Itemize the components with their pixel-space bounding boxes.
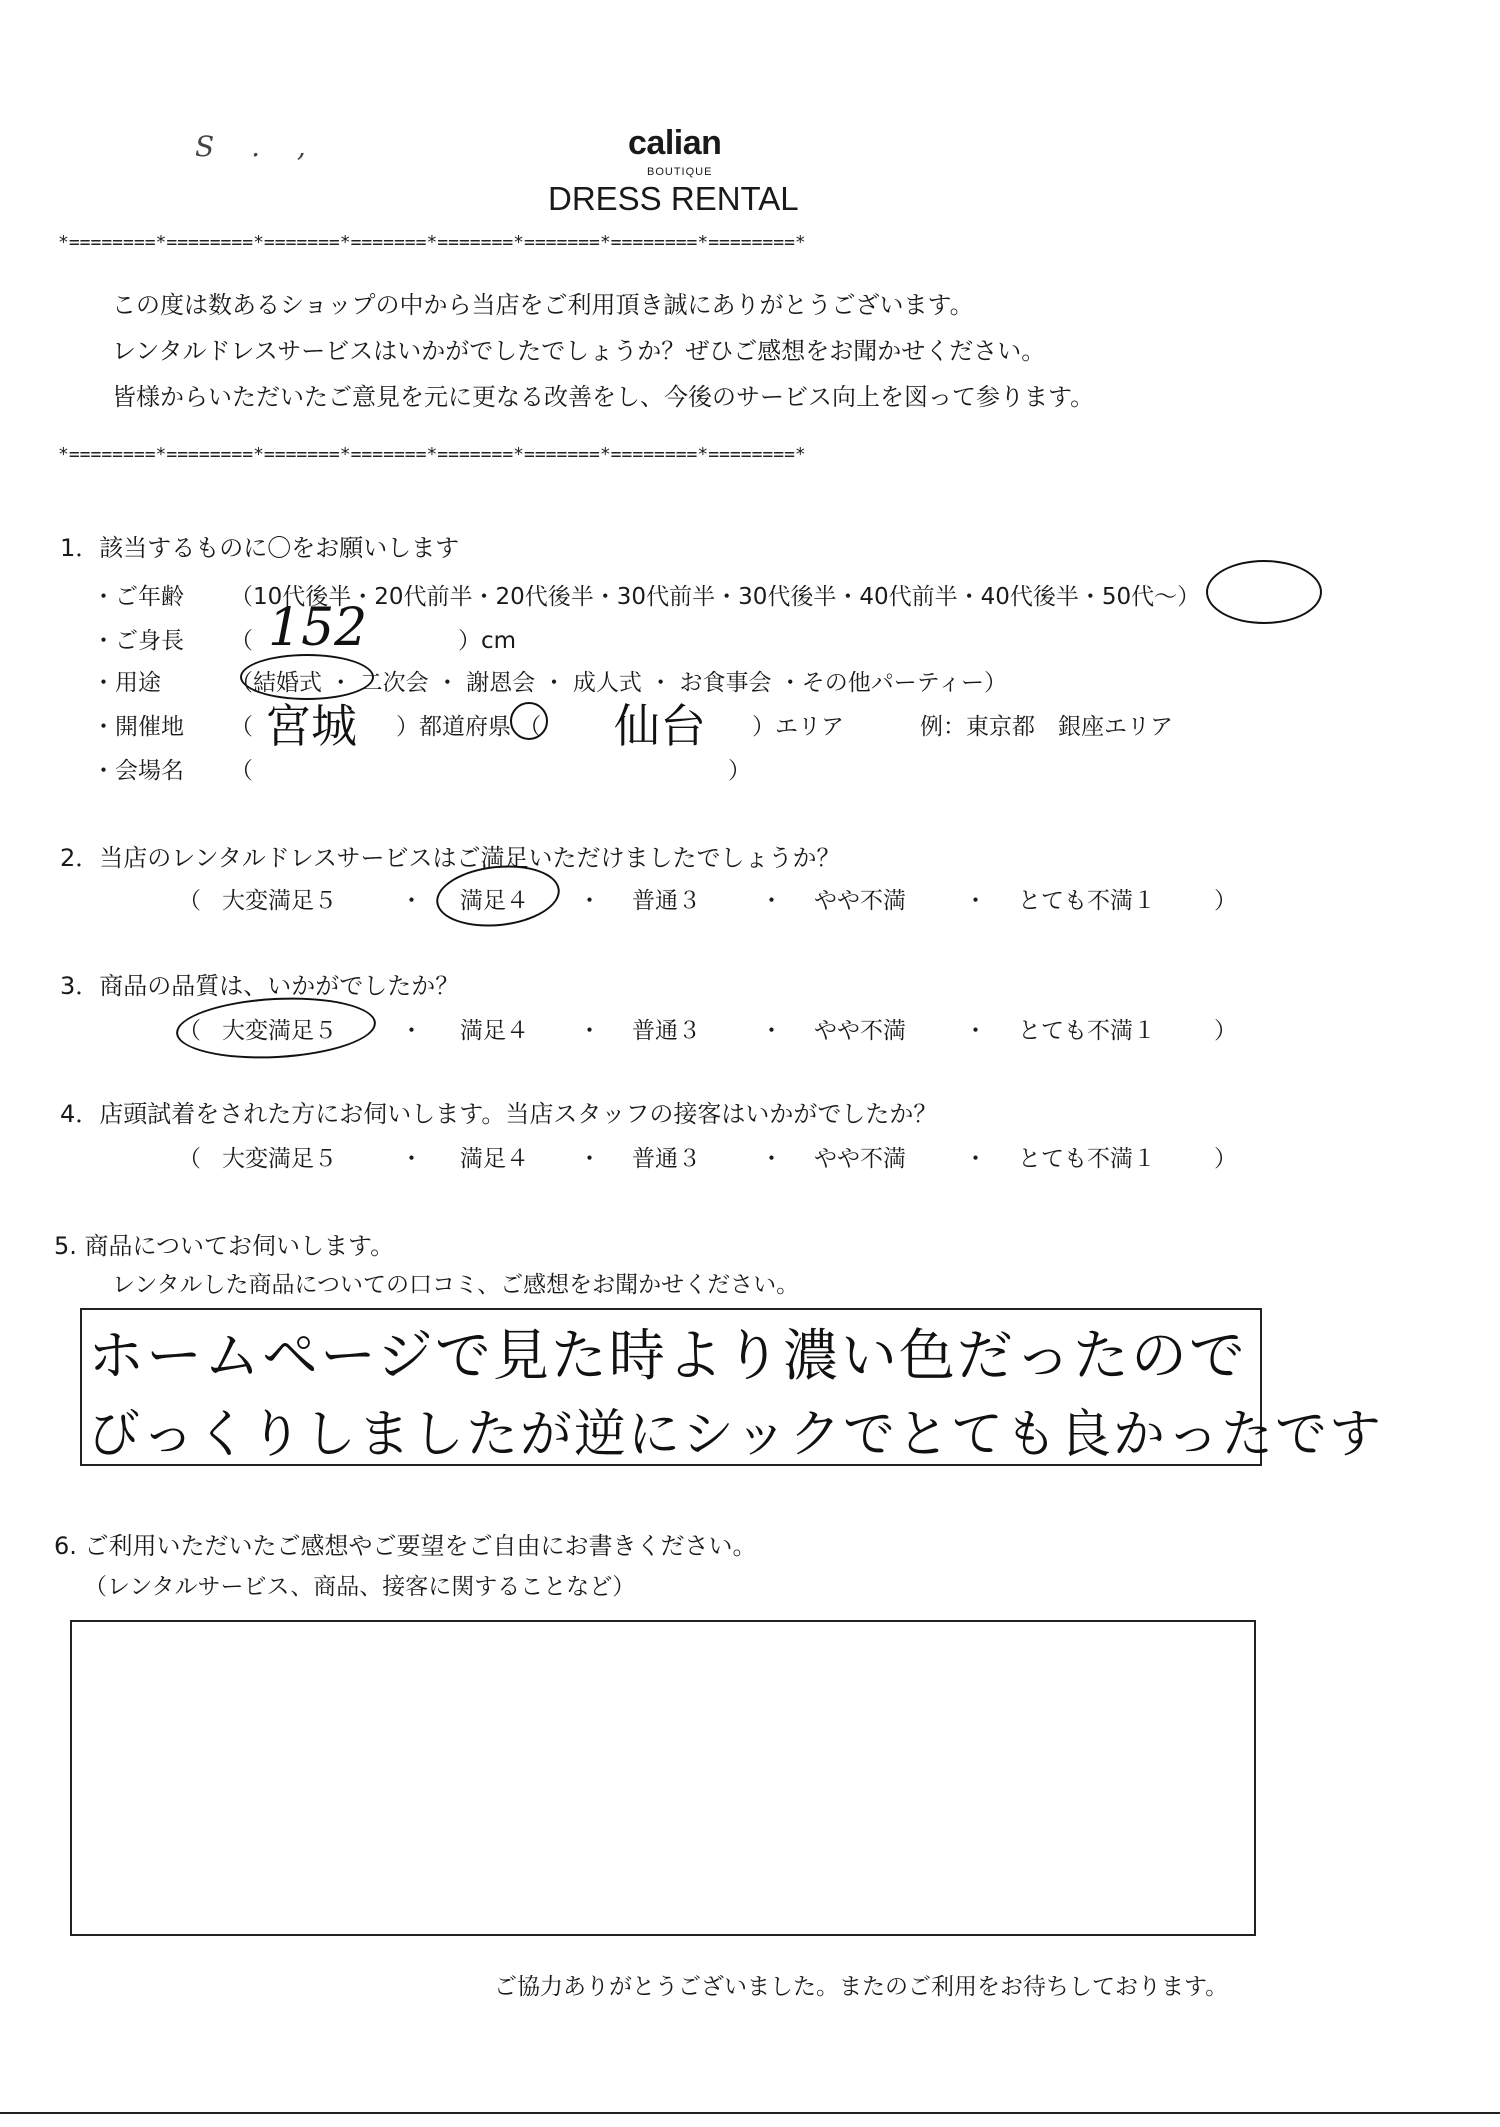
- q4-option-1[interactable]: とても不満１: [1018, 1146, 1156, 1172]
- height-value[interactable]: 152: [268, 598, 368, 658]
- q2-option-2[interactable]: やや不満: [814, 888, 906, 914]
- prefecture-suffix-circle: [510, 702, 548, 740]
- q2-paren-close: ）: [1214, 888, 1237, 914]
- height-open-paren: （: [230, 628, 253, 654]
- q2-option-1[interactable]: とても不満１: [1018, 888, 1156, 914]
- q5-answer-line-2: びっくりしましたが逆にシックでとても良かったです: [88, 1405, 1383, 1465]
- q3-option-2[interactable]: やや不満: [814, 1018, 906, 1044]
- hall-label: ・会場名: [92, 758, 184, 784]
- q4-dot: ・: [964, 1146, 987, 1172]
- q5-title: 5. 商品についてお伺いします。: [54, 1232, 395, 1260]
- q2-dot: ・: [578, 888, 601, 914]
- hall-open-paren: （: [230, 758, 253, 784]
- separator-bottom: *========*========*=======*=======*=======*=======*========*========*: [58, 444, 806, 465]
- intro-line-3: 皆様からいただいたご意見を元に更なる改善をし、今後のサービス向上を図って参ります。: [112, 383, 1095, 411]
- venue-label: ・開催地: [92, 714, 184, 740]
- height-close: ）cm: [458, 628, 517, 654]
- separator-top: *========*========*=======*=======*=======*=======*========*========*: [58, 232, 806, 253]
- purpose-label: ・用途: [92, 670, 161, 696]
- venue-mid: ）都道府県 （: [396, 714, 542, 740]
- logo-dress-rental: DRESS RENTAL: [548, 180, 799, 217]
- intro-line-2: レンタルドレスサービスはいかがでしたでしょうか？ぜひご感想をお聞かせください。: [112, 337, 1046, 365]
- q6-title: 6. ご利用いただいたご感想やご要望をご自由にお書きください。: [54, 1532, 757, 1560]
- q2-dot: ・: [964, 888, 987, 914]
- q4-option-2[interactable]: やや不満: [814, 1146, 906, 1172]
- logo-name: calian: [628, 124, 722, 162]
- q3-option-1[interactable]: とても不満１: [1018, 1018, 1156, 1044]
- q3-paren-close: ）: [1214, 1018, 1237, 1044]
- q3-title: 3．商品の品質は、いかがでしたか？: [60, 972, 460, 1000]
- q1-title: 1．該当するものに〇をお願いします: [60, 534, 460, 562]
- q3-selected-circle: [175, 993, 378, 1063]
- q4-option-5[interactable]: 大変満足５: [222, 1146, 337, 1172]
- age-selected-circle: [1206, 560, 1322, 624]
- q2-title: 2．当店のレンタルドレスサービスはご満足いただけましたでしょうか？: [60, 844, 841, 872]
- footer-thanks: ご協力ありがとうございました。またのご利用をお待ちしております。: [494, 1974, 1229, 2000]
- age-options[interactable]: （10代後半・20代前半・20代後半・30代前半・30代後半・40代前半・40代後半・50代～）: [230, 584, 1201, 610]
- q4-paren-close: ）: [1214, 1146, 1237, 1172]
- q3-dot: ・: [400, 1018, 423, 1044]
- q4-dot: ・: [400, 1146, 423, 1172]
- q4-dot: ・: [760, 1146, 783, 1172]
- venue-area-value[interactable]: 仙台: [614, 699, 706, 753]
- q3-option-5[interactable]: 大変満足５: [222, 1018, 337, 1044]
- q2-option-4[interactable]: 満足４: [460, 888, 529, 914]
- bottom-rule: [0, 2112, 1500, 2114]
- q3-option-4[interactable]: 満足４: [460, 1018, 529, 1044]
- q6-subtitle: （レンタルサービス、商品、接客に関することなど）: [84, 1574, 636, 1600]
- venue-prefecture-value[interactable]: 宮城: [265, 699, 357, 753]
- q2-dot: ・: [400, 888, 423, 914]
- venue-example: 例：東京都 銀座エリア: [920, 714, 1173, 740]
- q2-dot: ・: [760, 888, 783, 914]
- q3-dot: ・: [964, 1018, 987, 1044]
- q6-answer-box[interactable]: [70, 1620, 1256, 1936]
- q3-dot: ・: [578, 1018, 601, 1044]
- q4-dot: ・: [578, 1146, 601, 1172]
- hall-close-paren: ）: [728, 758, 751, 784]
- q5-subtitle: レンタルした商品についての口コミ、ご感想をお聞かせください。: [112, 1272, 800, 1298]
- age-label: ・ご年齢: [92, 584, 184, 610]
- q2-option-5[interactable]: 大変満足５: [222, 888, 337, 914]
- q2-paren-open: （: [178, 888, 201, 914]
- purpose-options[interactable]: （結婚式 ・ 二次会 ・ 謝恩会 ・ 成人式 ・ お食事会 ・その他パーティー）: [230, 670, 1007, 696]
- q2-option-3[interactable]: 普通３: [632, 888, 701, 914]
- q5-answer-line-1: ホームページで見た時より濃い色だったので: [88, 1324, 1247, 1389]
- logo-sub: BOUTIQUE: [647, 166, 713, 178]
- q4-title: 4．店頭試着をされた方にお伺いします。当店スタッフの接客はいかがでしたか？: [60, 1100, 938, 1128]
- venue-area-close: ）エリア: [752, 714, 844, 740]
- venue-open-paren: （: [230, 714, 253, 740]
- q4-option-3[interactable]: 普通３: [632, 1146, 701, 1172]
- q3-paren-open: （: [178, 1018, 201, 1044]
- q3-option-3[interactable]: 普通３: [632, 1018, 701, 1044]
- q4-option-4[interactable]: 満足４: [460, 1146, 529, 1172]
- intro-line-1: この度は数あるショップの中から当店をご利用頂き誠にありがとうございます。: [112, 291, 974, 319]
- height-label: ・ご身長: [92, 628, 184, 654]
- customer-name-scribble: S . ,: [195, 130, 320, 163]
- q3-dot: ・: [760, 1018, 783, 1044]
- q4-paren-open: （: [178, 1146, 201, 1172]
